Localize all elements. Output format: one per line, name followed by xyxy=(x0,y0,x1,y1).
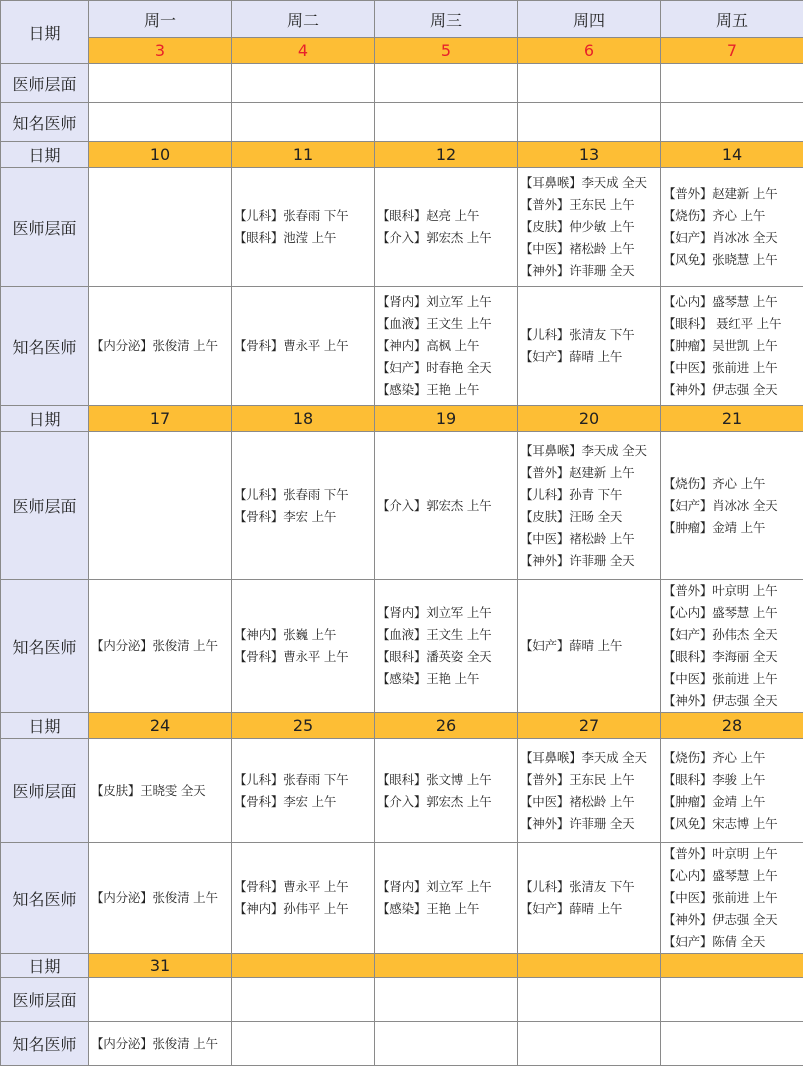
schedule-entry: 【感染】王艳 上午 xyxy=(377,898,517,920)
date-cell-wed xyxy=(375,954,518,978)
schedule-entry: 【神外】许菲珊 全天 xyxy=(520,813,660,835)
famous-cell-fri xyxy=(661,1022,803,1066)
schedule-entry: 【感染】王艳 上午 xyxy=(377,379,517,401)
schedule-entry: 【眼科】潘英姿 全天 xyxy=(377,646,517,668)
famous-cell-thu xyxy=(518,103,661,142)
famous-cell-tue xyxy=(232,580,375,713)
famous-cell-wed xyxy=(375,1022,518,1066)
physician-cell-thu xyxy=(518,739,661,843)
date-cell-fri: 14 xyxy=(661,142,803,168)
schedule-entry: 【内分泌】张俊清 上午 xyxy=(91,635,231,657)
physician-cell-thu xyxy=(518,432,661,580)
schedule-entry: 【介入】郭宏杰 上午 xyxy=(377,791,517,813)
schedule-entry: 【心内】盛琴慧 上午 xyxy=(663,865,803,887)
schedule-entry: 【血液】王文生 上午 xyxy=(377,313,517,335)
physician-cell-mon xyxy=(89,64,232,103)
date-cell-thu: 13 xyxy=(518,142,661,168)
schedule-entry: 【介入】郭宏杰 上午 xyxy=(377,227,517,249)
date-row xyxy=(1,713,803,739)
date-cell-thu xyxy=(518,954,661,978)
date-cell-wed: 26 xyxy=(375,713,518,739)
physician-row xyxy=(1,739,803,843)
famous-cell-tue xyxy=(232,1022,375,1066)
famous-row xyxy=(1,580,803,713)
famous-cell-tue xyxy=(232,287,375,406)
physician-cell-mon xyxy=(89,432,232,580)
day-header-fri: 周五 xyxy=(661,1,803,38)
schedule-entry: 【眼科】张文博 上午 xyxy=(377,769,517,791)
physician-cell-fri xyxy=(661,64,803,103)
famous-row xyxy=(1,843,803,954)
day-header-thu: 周四 xyxy=(518,1,661,38)
famous-cell-mon xyxy=(89,103,232,142)
date-row xyxy=(1,38,803,64)
schedule-entry: 【神外】伊志强 全天 xyxy=(663,690,803,712)
schedule-entry: 【神外】伊志强 全天 xyxy=(663,379,803,401)
schedule-entry: 【儿科】张清友 下午 xyxy=(520,324,660,346)
date-cell-tue: 4 xyxy=(232,38,375,64)
physician-row-label: 医师层面 xyxy=(1,739,89,843)
schedule-entry: 【骨科】李宏 上午 xyxy=(234,506,374,528)
date-header-label: 日期 xyxy=(1,1,89,64)
famous-cell-wed xyxy=(375,287,518,406)
schedule-entry: 【普外】赵建新 上午 xyxy=(520,462,660,484)
famous-cell-thu xyxy=(518,287,661,406)
physician-cell-mon xyxy=(89,168,232,287)
schedule-entry: 【普外】赵建新 上午 xyxy=(663,183,803,205)
physician-cell-fri xyxy=(661,739,803,843)
date-row-label: 日期 xyxy=(1,954,89,978)
schedule-entry: 【皮肤】王晓雯 全天 xyxy=(91,780,231,802)
schedule-entry: 【眼科】李骏 上午 xyxy=(663,769,803,791)
schedule-entry: 【烧伤】齐心 上午 xyxy=(663,747,803,769)
physician-cell-fri xyxy=(661,168,803,287)
schedule-entry: 【妇产】孙伟杰 全天 xyxy=(663,624,803,646)
date-cell-tue xyxy=(232,954,375,978)
schedule-entry: 【儿科】张春雨 下午 xyxy=(234,205,374,227)
date-cell-tue: 11 xyxy=(232,142,375,168)
date-cell-fri: 7 xyxy=(661,38,803,64)
physician-cell-thu xyxy=(518,64,661,103)
physician-cell-mon xyxy=(89,978,232,1022)
date-cell-fri: 21 xyxy=(661,406,803,432)
famous-row-label: 知名医师 xyxy=(1,580,89,713)
schedule-entry: 【妇产】时春艳 全天 xyxy=(377,357,517,379)
date-row xyxy=(1,406,803,432)
day-header-mon: 周一 xyxy=(89,1,232,38)
day-header-wed: 周三 xyxy=(375,1,518,38)
schedule-entry: 【眼科】池滢 上午 xyxy=(234,227,374,249)
famous-cell-fri xyxy=(661,287,803,406)
date-cell-fri: 28 xyxy=(661,713,803,739)
schedule-entry: 【眼科】 聂红平 上午 xyxy=(663,313,803,335)
schedule-entry: 【神外】许菲珊 全天 xyxy=(520,260,660,282)
schedule-entry: 【皮肤】汪旸 全天 xyxy=(520,506,660,528)
famous-cell-thu xyxy=(518,1022,661,1066)
schedule-entry: 【眼科】赵亮 上午 xyxy=(377,205,517,227)
schedule-entry: 【妇产】肖冰冰 全天 xyxy=(663,495,803,517)
famous-row-label: 知名医师 xyxy=(1,103,89,142)
schedule-entry: 【内分泌】张俊清 上午 xyxy=(91,887,231,909)
physician-row xyxy=(1,64,803,103)
famous-row xyxy=(1,103,803,142)
schedule-entry: 【骨科】曹永平 上午 xyxy=(234,876,374,898)
schedule-entry: 【神内】孙伟平 上午 xyxy=(234,898,374,920)
physician-row xyxy=(1,168,803,287)
schedule-entry: 【烧伤】齐心 上午 xyxy=(663,473,803,495)
date-cell-wed: 12 xyxy=(375,142,518,168)
schedule-entry: 【神外】许菲珊 全天 xyxy=(520,550,660,572)
schedule-entry: 【神内】张巍 上午 xyxy=(234,624,374,646)
physician-cell-wed xyxy=(375,64,518,103)
schedule-entry: 【骨科】李宏 上午 xyxy=(234,791,374,813)
date-cell-thu: 27 xyxy=(518,713,661,739)
schedule-entry: 【普外】王东民 上午 xyxy=(520,769,660,791)
date-row-label: 日期 xyxy=(1,713,89,739)
schedule-entry: 【肾内】刘立军 上午 xyxy=(377,291,517,313)
schedule-entry: 【风免】宋志博 上午 xyxy=(663,813,803,835)
schedule-entry: 【中医】张前进 上午 xyxy=(663,357,803,379)
famous-cell-wed xyxy=(375,103,518,142)
date-cell-thu: 6 xyxy=(518,38,661,64)
schedule-entry: 【普外】王东民 上午 xyxy=(520,194,660,216)
famous-cell-mon xyxy=(89,580,232,713)
physician-cell-tue xyxy=(232,739,375,843)
date-cell-mon: 24 xyxy=(89,713,232,739)
schedule-entry: 【妇产】薛晴 上午 xyxy=(520,346,660,368)
schedule-entry: 【感染】王艳 上午 xyxy=(377,668,517,690)
famous-cell-wed xyxy=(375,580,518,713)
famous-cell-mon xyxy=(89,1022,232,1066)
physician-cell-tue xyxy=(232,432,375,580)
physician-cell-wed xyxy=(375,978,518,1022)
schedule-entry: 【风免】张晓慧 上午 xyxy=(663,249,803,271)
date-cell-tue: 25 xyxy=(232,713,375,739)
schedule-entry: 【耳鼻喉】李天成 全天 xyxy=(520,747,660,769)
famous-row xyxy=(1,1022,803,1066)
schedule-entry: 【儿科】张春雨 下午 xyxy=(234,769,374,791)
schedule-entry: 【肿瘤】金靖 上午 xyxy=(663,517,803,539)
schedule-entry: 【肾内】刘立军 上午 xyxy=(377,602,517,624)
physician-row xyxy=(1,978,803,1022)
date-cell-mon: 10 xyxy=(89,142,232,168)
schedule-body xyxy=(1,1,803,1066)
famous-cell-thu xyxy=(518,580,661,713)
physician-row-label: 医师层面 xyxy=(1,64,89,103)
schedule-entry: 【眼科】李海丽 全天 xyxy=(663,646,803,668)
date-row xyxy=(1,954,803,978)
famous-row-label: 知名医师 xyxy=(1,843,89,954)
schedule-entry: 【耳鼻喉】李天成 全天 xyxy=(520,440,660,462)
schedule-entry: 【肿瘤】金靖 上午 xyxy=(663,791,803,813)
famous-cell-thu xyxy=(518,843,661,954)
schedule-entry: 【耳鼻喉】李天成 全天 xyxy=(520,172,660,194)
schedule-entry: 【普外】叶京明 上午 xyxy=(663,843,803,865)
date-cell-wed: 5 xyxy=(375,38,518,64)
famous-cell-tue xyxy=(232,103,375,142)
schedule-entry: 【心内】盛琴慧 上午 xyxy=(663,291,803,313)
header-row xyxy=(1,1,803,38)
physician-cell-tue xyxy=(232,64,375,103)
schedule-entry: 【妇产】薛晴 上午 xyxy=(520,898,660,920)
day-header-tue: 周二 xyxy=(232,1,375,38)
schedule-entry: 【中医】褚松龄 上午 xyxy=(520,528,660,550)
physician-row-label: 医师层面 xyxy=(1,168,89,287)
physician-cell-wed xyxy=(375,739,518,843)
physician-cell-tue xyxy=(232,168,375,287)
date-cell-mon: 17 xyxy=(89,406,232,432)
physician-cell-fri xyxy=(661,432,803,580)
schedule-entry: 【介入】郭宏杰 上午 xyxy=(377,495,517,517)
schedule-entry: 【皮肤】仲少敏 上午 xyxy=(520,216,660,238)
physician-cell-wed xyxy=(375,432,518,580)
schedule-entry: 【烧伤】齐心 上午 xyxy=(663,205,803,227)
schedule-entry: 【骨科】曹永平 上午 xyxy=(234,335,374,357)
schedule-entry: 【妇产】陈倩 全天 xyxy=(663,931,803,953)
famous-cell-wed xyxy=(375,843,518,954)
date-row-label: 日期 xyxy=(1,142,89,168)
physician-cell-thu xyxy=(518,978,661,1022)
schedule-entry: 【儿科】张春雨 下午 xyxy=(234,484,374,506)
schedule-entry: 【儿科】张清友 下午 xyxy=(520,876,660,898)
famous-cell-tue xyxy=(232,843,375,954)
famous-row-label: 知名医师 xyxy=(1,1022,89,1066)
schedule-entry: 【神内】高枫 上午 xyxy=(377,335,517,357)
schedule-entry: 【儿科】孙青 下午 xyxy=(520,484,660,506)
schedule-entry: 【妇产】肖冰冰 全天 xyxy=(663,227,803,249)
date-row-label: 日期 xyxy=(1,406,89,432)
schedule-entry: 【普外】叶京明 上午 xyxy=(663,580,803,602)
famous-row-label: 知名医师 xyxy=(1,287,89,406)
schedule-entry: 【心内】盛琴慧 上午 xyxy=(663,602,803,624)
schedule-entry: 【血液】王文生 上午 xyxy=(377,624,517,646)
date-cell-wed: 19 xyxy=(375,406,518,432)
physician-cell-mon xyxy=(89,739,232,843)
schedule-entry: 【中医】褚松龄 上午 xyxy=(520,791,660,813)
famous-cell-fri xyxy=(661,843,803,954)
schedule-entry: 【内分泌】张俊清 上午 xyxy=(91,335,231,357)
date-cell-mon: 3 xyxy=(89,38,232,64)
physician-cell-fri xyxy=(661,978,803,1022)
date-cell-tue: 18 xyxy=(232,406,375,432)
physician-cell-thu xyxy=(518,168,661,287)
famous-cell-mon xyxy=(89,287,232,406)
date-cell-fri xyxy=(661,954,803,978)
famous-row xyxy=(1,287,803,406)
schedule-entry: 【肿瘤】吴世凯 上午 xyxy=(663,335,803,357)
famous-cell-fri xyxy=(661,580,803,713)
schedule-entry: 【内分泌】张俊清 上午 xyxy=(91,1033,231,1055)
schedule-entry: 【神外】伊志强 全天 xyxy=(663,909,803,931)
physician-row-label: 医师层面 xyxy=(1,978,89,1022)
schedule-entry: 【中医】褚松龄 上午 xyxy=(520,238,660,260)
date-cell-mon: 31 xyxy=(89,954,232,978)
schedule-entry: 【中医】张前进 上午 xyxy=(663,668,803,690)
date-row xyxy=(1,142,803,168)
physician-cell-tue xyxy=(232,978,375,1022)
date-cell-thu: 20 xyxy=(518,406,661,432)
schedule-entry: 【妇产】薛晴 上午 xyxy=(520,635,660,657)
famous-cell-fri xyxy=(661,103,803,142)
schedule-entry: 【肾内】刘立军 上午 xyxy=(377,876,517,898)
physician-row-label: 医师层面 xyxy=(1,432,89,580)
schedule-entry: 【骨科】曹永平 上午 xyxy=(234,646,374,668)
schedule-entry: 【中医】张前进 上午 xyxy=(663,887,803,909)
famous-cell-mon xyxy=(89,843,232,954)
physician-row xyxy=(1,432,803,580)
physician-cell-wed xyxy=(375,168,518,287)
